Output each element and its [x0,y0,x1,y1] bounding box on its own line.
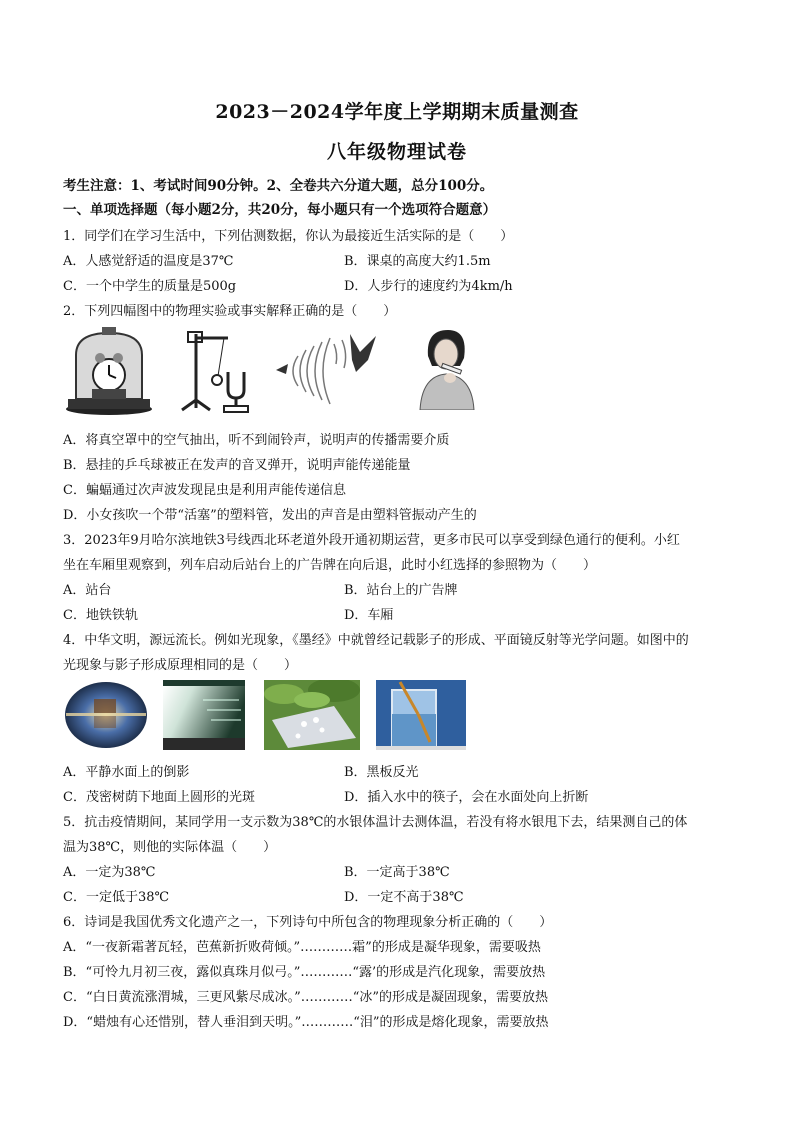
exam-subtitle: 八年级物理试卷 [326,141,467,163]
chopstick-in-water-photo [376,680,466,750]
q5-stem-line2: 温为38℃，则他的实际体温（ ） [63,840,277,855]
q3-option-d: D．车厢 [344,608,394,623]
bat-echo-image [272,330,382,412]
girl-blowing-tube-image [414,326,480,410]
q2-option-d: D．小女孩吹一个带“活塞”的塑料管，发出的声音是由塑料管振动产生的 [63,508,477,523]
q6-option-d: D．“蜡烛有心还惜别，替人垂泪到天明。”…………“泪”的形成是熔化现象，需要放热 [63,1015,549,1030]
q5-option-c: C．一定低于38℃ [63,890,170,905]
exam-notice: 考生注意：1、考试时间90分钟。2、全卷共六分道大题，总分100分。 [63,178,494,194]
q4-stem-line2: 光现象与影子形成原理相同的是（ ） [63,658,298,673]
q4-option-a: A．平静水面上的倒影 [63,765,190,780]
exam-title: 2023－2024学年度上学期期末质量测查 [215,101,579,123]
q4-option-d: D．插入水中的筷子，会在水面处向上折断 [344,790,589,805]
q6-option-a: A．“一夜新霜著瓦轻，芭蕉新折败荷倾。”…………霜”的形成是凝华现象，需要吸热 [63,940,541,955]
q3-option-b: B．站台上的广告牌 [344,583,458,598]
tree-shade-light-spots-photo [264,680,360,750]
q3-option-a: A．站台 [63,583,112,598]
q3-stem-line1: 3．2023年9月哈尔滨地铁3号线西北环老道外段开通初期运营，更多市民可以享受到绿色通行的便利。小红 [63,533,680,548]
q6-stem: 6．诗词是我国优秀文化遗产之一，下列诗句中所包含的物理现象分析正确的（ ） [63,915,553,930]
q2-option-c: C．蝙蝠通过次声波发现昆虫是利用声能传递信息 [63,483,346,498]
q1-option-a: A．人感觉舒适的温度是37℃ [63,254,234,269]
bell-jar-image [64,325,154,417]
q1-option-d: D．人步行的速度约为4km/h [344,279,513,294]
q2-option-a: A．将真空罩中的空气抽出，听不到闹铃声，说明声的传播需要介质 [63,433,450,448]
q5-option-b: B．一定高于38℃ [344,865,450,880]
q1-option-c: C．一个中学生的质量是500g [63,279,237,294]
q1-option-b: B．课桌的高度大约1.5m [344,254,491,269]
water-reflection-photo [64,681,148,749]
q1-stem: 1．同学们在学习生活中，下列估测数据，你认为最接近生活实际的是（ ） [63,229,514,244]
q2-option-b: B．悬挂的乒乓球被正在发声的音叉弹开，说明声能传递能量 [63,458,411,473]
q2-stem: 2．下列四幅图中的物理实验或事实解释正确的是（ ） [63,304,397,319]
q6-option-c: C．“白日黄流涨渭城，三更风紫尽成冰。”…………“冰”的形成是凝固现象，需要放热 [63,990,549,1005]
q4-stem-line1: 4．中华文明，源远流长。例如光现象，《墨经》中就曾经记载影子的形成、平面镜反射等光学问题。如图中的 [63,633,689,648]
q5-option-a: A．一定为38℃ [63,865,156,880]
section-1-heading: 一、单项选择题（每小题2分，共20分，每小题只有一个选项符合题意） [63,202,497,218]
q5-option-d: D．一定不高于38℃ [344,890,464,905]
q4-option-c: C．茂密树荫下地面上圆形的光斑 [63,790,255,805]
q5-stem-line1: 5．抗击疫情期间，某同学用一支示数为38℃的水银体温计去测体温，若没有将水银甩下去，结果测自己的体 [63,815,688,830]
blackboard-glare-photo [163,680,245,750]
q6-option-b: B．“可怜九月初三夜，露似真珠月似弓。”…………“露’的形成是汽化现象，需要放热 [63,965,546,980]
q3-option-c: C．地铁铁轨 [63,608,138,623]
tuning-fork-image [178,328,252,414]
q3-stem-line2: 坐在车厢里观察到，列车启动后站台上的广告牌在向后退，此时小红选择的参照物为（ ） [63,558,597,573]
q4-option-b: B．黑板反光 [344,765,419,780]
